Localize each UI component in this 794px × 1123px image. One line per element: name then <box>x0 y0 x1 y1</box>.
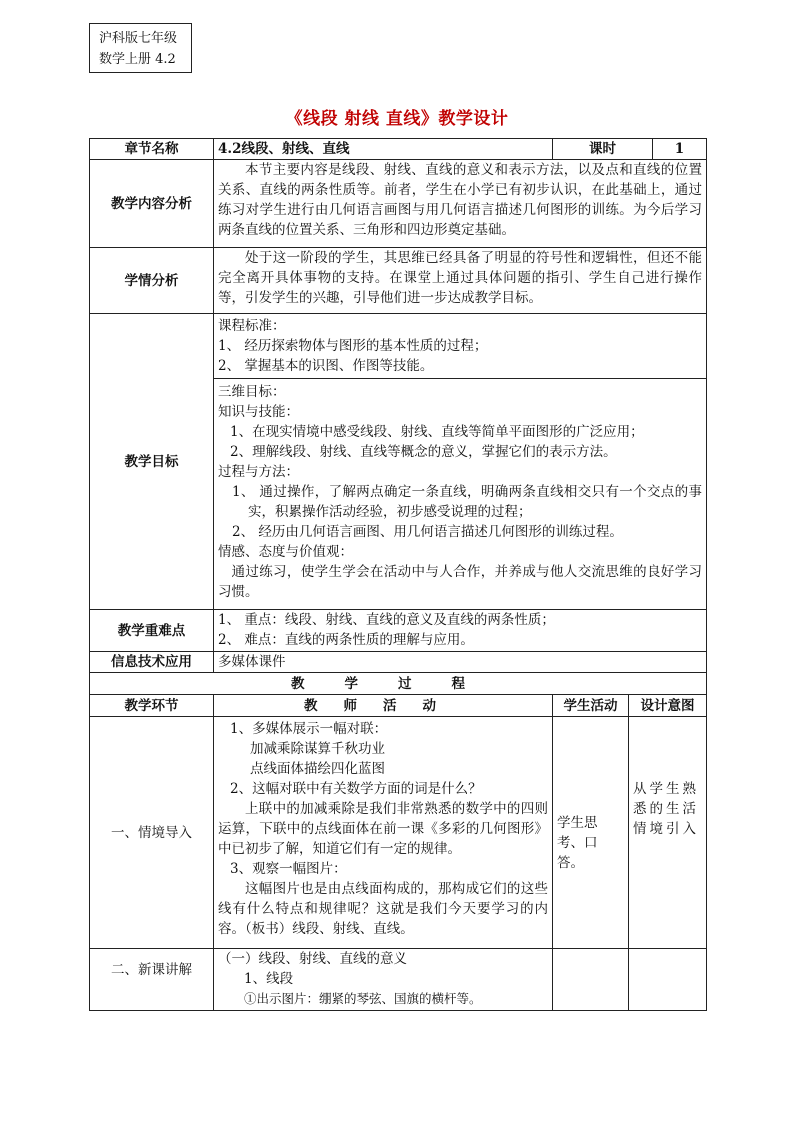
process-header-row <box>90 695 707 717</box>
process-row <box>90 949 707 1011</box>
design-intent <box>629 949 707 1011</box>
teaching-goals-row <box>90 314 707 610</box>
edition-box <box>89 23 192 73</box>
col-header-student: 学生活动 <box>553 695 629 717</box>
key-point-item: 2、 难点：直线的两条性质的理解与应用。 <box>218 632 474 648</box>
teacher-activity-line: 加减乘除谋算千秋功业 <box>250 741 385 757</box>
teacher-activity-line: 3、观察一幅图片： <box>230 861 347 877</box>
teaching-goals-label: 教学目标 <box>90 314 214 610</box>
process-title: 过程与方法： <box>218 464 299 480</box>
key-points-label: 教学重难点 <box>90 610 214 652</box>
process-section-row <box>90 673 707 695</box>
it-application-value: 多媒体课件 <box>214 652 707 673</box>
teacher-activity <box>214 949 553 1011</box>
emotion-title: 情感、态度与价值观： <box>218 544 353 560</box>
student-activity: 学生思考、口答。 <box>553 717 629 949</box>
process-item: 1、 通过操作，了解两点确定一条直线，明确两条直线相交只有一个交点的事实，积累操作活动经验，初步感受说理的过程； <box>232 484 702 520</box>
three-dimension-title: 三维目标： <box>218 384 286 400</box>
teacher-activity-line: 这幅图片也是由点线面构成的，那构成它们的这些线有什么特点和规律呢？这就是我们今天要学习的内容。（板书）线段、射线、直线。 <box>218 881 548 937</box>
teacher-activity-line: 1、多媒体展示一幅对联： <box>230 721 388 737</box>
it-application-label: 信息技术应用 <box>90 652 214 673</box>
chapter-value: 4.2线段、射线、直线 <box>214 139 553 160</box>
key-points-row <box>90 610 707 652</box>
chapter-label: 章节名称 <box>90 139 214 160</box>
knowledge-item: 1、在现实情境中感受线段、射线、直线等简单平面图形的广泛应用； <box>230 424 644 440</box>
student-analysis-row <box>90 248 707 314</box>
edition-line-grade: 沪科版七年级 <box>99 31 178 46</box>
process-section-title: 教学过程 <box>90 673 707 695</box>
document-title: 《线段 射线 直线》教学设计 <box>285 109 509 129</box>
stage-name: 一、情境导入 <box>90 717 214 949</box>
content-analysis-text: 本节主要内容是线段、射线、直线的意义和表示方法，以及点和直线的位置关系、直线的两条性质等。前者，学生在小学已有初步认识，在此基础上，通过练习对学生进行由几何语言画图与用几何语言描述几何图形的训练。为今后学习两条直线的位置关系、三角形和四边形奠定基础。 <box>214 160 707 248</box>
lesson-plan-table <box>89 138 707 1011</box>
emotion-item: 通过练习，使学生学会在活动中与人合作，并养成与他人交流思维的良好学习习惯。 <box>218 564 702 600</box>
it-application-row <box>90 652 707 673</box>
edition-line-book: 数学上册 4.2 <box>99 52 176 67</box>
class-hours-value: 1 <box>653 139 707 160</box>
teaching-goals-content <box>214 314 707 610</box>
teacher-activity-line: （一）线段、射线、直线的意义 <box>218 951 407 967</box>
chapter-row <box>90 139 707 160</box>
three-dimension-goals-block <box>214 378 706 606</box>
knowledge-title: 知识与技能： <box>218 404 299 420</box>
teacher-activity-line: ①出示图片：绷紧的琴弦、国旗的横杆等。 <box>244 991 482 1006</box>
process-row <box>90 717 707 949</box>
key-point-item: 1、 重点：线段、射线、直线的意义及直线的两条性质； <box>218 612 555 628</box>
design-intent: 从学生熟悉的生活情境引入 <box>629 717 707 949</box>
teacher-activity-line: 2、这幅对联中有关数学方面的词是什么？ <box>230 781 482 797</box>
col-header-teacher: 教师活动 <box>214 695 553 717</box>
class-hours-label: 课时 <box>553 139 653 160</box>
teacher-activity <box>214 717 553 949</box>
process-item: 2、 经历由几何语言画图、用几何语言描述几何图形的训练过程。 <box>232 524 623 540</box>
curriculum-standard-item: 2、 掌握基本的识图、作图等技能。 <box>218 358 434 374</box>
curriculum-standard-title: 课程标准： <box>218 318 286 334</box>
student-activity <box>553 949 629 1011</box>
content-analysis-row <box>90 160 707 248</box>
key-points-content <box>214 610 707 652</box>
stage-name: 二、新课讲解 <box>90 949 214 1011</box>
student-analysis-label: 学情分析 <box>90 248 214 314</box>
knowledge-item: 2、理解线段、射线、直线等概念的意义，掌握它们的表示方法。 <box>230 444 617 460</box>
curriculum-standard-block <box>214 314 706 378</box>
curriculum-standard-item: 1、 经历探索物体与图形的基本性质的过程； <box>218 338 488 354</box>
teacher-activity-line: 点线面体描绘四化蓝图 <box>250 761 385 777</box>
student-analysis-text: 处于这一阶段的学生，其思维已经具备了明显的符号性和逻辑性，但还不能完全离开具体事物的支持。在课堂上通过具体问题的指引、学生自己进行操作等，引发学生的兴趣，引导他们进一步达成教学目标。 <box>214 248 707 314</box>
col-header-intent: 设计意图 <box>629 695 707 717</box>
teacher-activity-line: 1、线段 <box>244 971 294 987</box>
col-header-stage: 教学环节 <box>90 695 214 717</box>
content-analysis-label: 教学内容分析 <box>90 160 214 248</box>
teacher-activity-line: 上联中的加减乘除是我们非常熟悉的数学中的四则运算，下联中的点线面体在前一课《多彩的几何图形》中已初步了解，知道它们有一定的规律。 <box>218 801 548 857</box>
